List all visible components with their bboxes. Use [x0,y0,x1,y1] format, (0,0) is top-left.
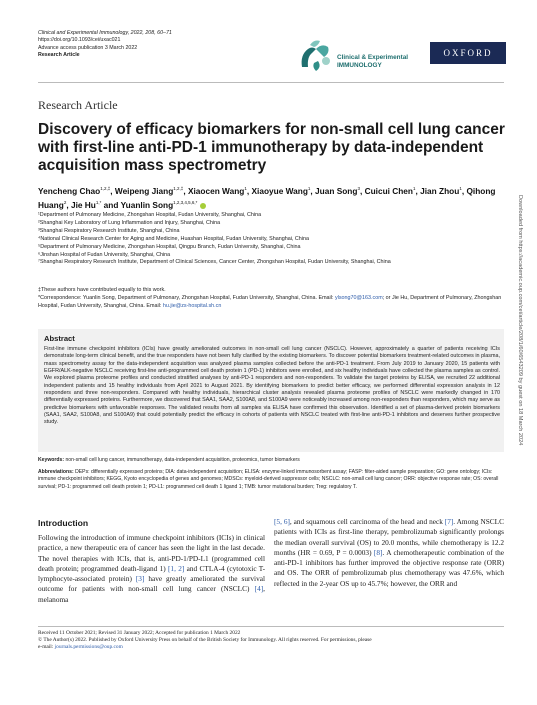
affiliation: ³Shanghai Respiratory Research Institute, Shanghai, China [38,227,180,234]
body-text: have greatly ameliorated the survival outcome for patients with non-small cell lung cancer (NSCLC) [38,574,265,594]
intro-column-1 [38,533,265,605]
author-affiliation-ref: 2 [63,200,67,206]
keywords-text: non-small cell lung cancer, immunotherapy, data-independent acquisition, proteomics, tumor biomarkers [65,457,300,463]
author-affiliation-ref: 1 [413,186,416,191]
affiliations [38,212,508,267]
author-name: Juan Song [315,185,358,196]
author-name: Yuanlin Song [120,200,174,211]
body-text: and CTLA-4 (cytotoxic T-lymphocyte-associated protein) [38,563,265,584]
footer [38,630,504,652]
abstract-text: First-line immune checkpoint inhibitors (ICIs) have greatly ameliorated outcomes in non-small cell lung cancer (NSCLC). However, approximately a quarter of patients receiving ICIs demonstrate long-term clinical benefit, and the true responders have not been fully clarified by the existing biomarkers. To discover potential biomarkers treatment-related outcomes in plasma, mass spectrometry assay for the data-independent acquisition was analyzed plasma samples collected before the anti-PD-1 treatment. From July 2019 to January 2020, 15 patients with EGFR/ALK-negative NSCLC receiving first-line anti-programmed cell death protein 1 (PD-1) inhibitors were enrolled, and six healthy individuals have collected the plasma samples as control. We explored plasma proteome profiles and conducted stratified analyses by anti-PD-1 responders and non-responders. To validate the target proteins by ELISA, we recruited 22 additional independent patients and 15 healthy individuals from April 2021 to August 2021. By identifying biomarkers to predict better efficacy, we performed differential expression analysis in 12 responders and three non-responders. Compared with healthy individuals, hierarchical cluster analysis revealed plasma proteome profiles of NSCLC were markedly changed in 170 differentially expressed proteins. Furthermore, we discovered that SAA1, SAA2, S100A8, and S100A9 were noticeably increased among non-responders than responders, which may serve as predictive biomarkers with unfavorable responses. The validated results from all samples via ELISA have confirmed this observation. Identified a set of plasma-derived protein biomarkers (SAA1, SAA2, S100A8, and S100A9) that could potentially predict the efficacy in cohorts of patients with NSCLC treated with first-line anti-PD-1 inhibitors and deserves further prospective study. [44,346,500,426]
received-dates: Received 11 October 2021; Revised 31 January 2022; Accepted for publication 1 March 2022 [38,630,241,636]
citation-link[interactable]: [3] [135,574,145,584]
doi-link[interactable]: https://doi.org/10.1093/cei/uxac021 [38,37,121,44]
author-name: Weipeng Jiang [114,185,174,196]
author-name: Yencheng Chao [38,185,101,196]
author-affiliation-ref: 1,* [95,200,102,206]
author[interactable] [71,200,101,210]
abstract-heading: Abstract [44,334,75,343]
author-affiliation-ref: 1 [244,186,247,191]
affiliation: ²Shanghai Key Laboratory of Lung Inflammation and Injury, Shanghai, China [38,219,221,226]
keywords-label: Keywords: [38,457,65,463]
author-name: Cuicui Chen [364,185,413,196]
body-text: , melanoma [38,584,265,604]
author-affiliation-ref: 1,2,‡ [100,186,111,191]
author-affiliation-ref: 1 [459,186,462,191]
introduction-heading: Introduction [38,518,89,528]
email-link[interactable]: ylsong70@163.com [334,294,383,301]
author-name: Jie Hu [70,200,96,211]
intro-column-2 [274,517,504,589]
author-name: Xiaoyue Wang [251,185,308,196]
abbreviations-text: DEPs: differentially expressed proteins; DIA: data-independent acquisition; ELISA: enzyme-linked immunosorbent assay; FASP: filter-aided sample preparation; GO: gene ontology; ICIs: immune checkpoint inhibitors; KEGG, Kyoto encyclopedia of genes and genomes; MDSCs: myeloid-derived suppressor cells; NSCLC: non-small cell lung cancer; ORR: objective response rate; OS: overall survival; PD-1: programmed cell death protein 1; PD-L1: programmed cell death 1 ligand 1; TMB: tumor mutational burden; Treg: regulatory T. [38,469,499,490]
permissions-email-link[interactable]: journals.permissions@oup.com [54,644,123,651]
article-category-label: Research Article [38,52,80,59]
affiliation: ⁵Department of Pulmonary Medicine, Zhongshan Hospital, Qingpu Branch, Fudan University, Shanghai, China [38,243,301,250]
journal-logo-text [337,54,408,69]
email-link[interactable]: hu.jie@zs-hospital.sh.cn [162,302,222,309]
abbreviations-label: Abbreviations: [38,469,74,475]
body-text: . Among NSCLC patients with ICIs as first-line therapy, pembrolizumab significantly prolongs the median overall survival (OS) to 20.0 months, while chemotherapy is 12.2 months (HR = 0.69, P = 0.0003) [274,517,504,557]
citation-link[interactable]: [1, 2] [168,563,185,573]
author[interactable] [420,186,462,196]
author[interactable] [315,186,360,196]
logo-text-line-1: Clinical & Experimental [337,54,409,61]
download-watermark [516,195,526,605]
footer-divider [38,626,504,627]
author-name: Jian Zhou [420,185,460,196]
header-divider [38,82,504,83]
author[interactable] [251,186,310,196]
correspondence-text: *Correspondence: Yuanlin Song, Department of Pulmonary, Zhongshan Hospital, Fudan University, Shanghai, China. Email: [38,294,334,301]
citation-link[interactable]: [7] [444,517,454,526]
body-text: Following the introduction of immune checkpoint inhibitors (ICIs) in clinical practice, a new therapeutic era of cancer has seen the light in the last decade. The novel therapies with ICIs, that is, anti-PD-1/PD-L1 (programmed cell death protein; programmed death-ligand 1) [38,533,265,573]
citation-link[interactable]: [4] [254,584,264,594]
article-type: Research Article [38,98,118,112]
author[interactable] [38,186,110,196]
correspondence-note [38,295,508,311]
abbreviations [38,469,506,491]
author-affiliation-ref: 3 [357,186,360,191]
logo-text-line-2: IMMUNOLOGY [337,61,382,69]
journal-citation: Clinical and Experimental Immunology, 2022, 208, 60–71 [38,30,172,36]
author-affiliation-ref: 1,2,3,4,5,6,* [173,200,198,206]
article-title: Discovery of efficacy biomarkers for non-small cell lung cancer with first-line anti-PD-1 immunotherapy by data-independent acquisition mass spectrometry [38,121,505,174]
advance-access-date: Advance access publication 3 March 2022 [38,44,138,51]
affiliation: ⁶Jinshan Hospital of Fudan University, Shanghai, China [38,251,171,258]
equal-contribution-note: ‡These authors have contributed equally to this work. [38,287,166,293]
citation-link[interactable]: [5, 6] [274,517,290,526]
permissions-line [38,644,504,651]
author[interactable] [365,186,416,196]
oxford-publisher-logo: OXFORD [430,42,506,64]
body-text: , and squamous cell carcinoma of the head and neck [289,517,445,526]
author-affiliation-ref: 1,2,‡ [173,186,184,191]
copyright-line: © The Author(s) 2022. Published by Oxford University Press on behalf of the British Society for Immunology. All rights reserved. For permissions, please [38,637,372,644]
author-name: Qihong Huang [38,185,496,211]
affiliation: ¹Department of Pulmonary Medicine, Zhongshan Hospital, Fudan University, Shanghai, China [38,212,262,218]
email-label: e-mail: [38,644,54,651]
author-affiliation-ref: 1 [307,186,311,191]
journal-header [38,30,172,60]
orcid-icon[interactable] [200,203,206,209]
author[interactable] [188,186,247,196]
author[interactable] [121,200,198,210]
affiliation: ⁷Shanghai Respiratory Research Institute, Department of Clinical Sciences, Cancer Center, Zhongshan Hospital, Fudan University, Shanghai, China [38,259,391,266]
body-text: . A chemotherapeutic combination of the anti-PD-1 inhibitors has further improved the objective response rate (ORR) and OS. The ORR of pembrolizumab plus chemotherapy was 47.6%, which reflected in the 2-year OS up to 45.7%; however, the ORR and [274,547,504,588]
author-notes [38,287,508,311]
keywords [38,457,504,464]
affiliation: ⁴National Clinical Research Center for Aging and Medicine, Huashan Hospital, Fudan University, Shanghai, China [38,235,309,242]
correspondence-text: ; or Jie Hu, Department of Pulmonary, Zhongshan Hospital, Fudan University, Shanghai, China. Email: [38,294,502,309]
author-name: Xiaocen Wang [187,185,245,196]
download-watermark-text: Downloaded from https://academic.oup.com/cei/article/208/1/60/6543209 by guest on 18 March 2024 [517,195,523,446]
author[interactable] [115,186,183,196]
citation-link[interactable]: [8] [373,547,383,557]
author-list: Yencheng Chao$^{1,2,\ddagger}$, Weipeng Jiang$^{1,2,\ddagger}$, Xiaocen Wang$^1$, Xiaoyue Wang$^1$, Juan Song$^3$, Cuicui Chen$^1$, Jian Zhou$^1$, Qihong Huang$^2$, Jie $Hu^{1,*}$ and Yuanlin Song$^{1,2,3,4,5,6,*}$ [38,185,496,211]
